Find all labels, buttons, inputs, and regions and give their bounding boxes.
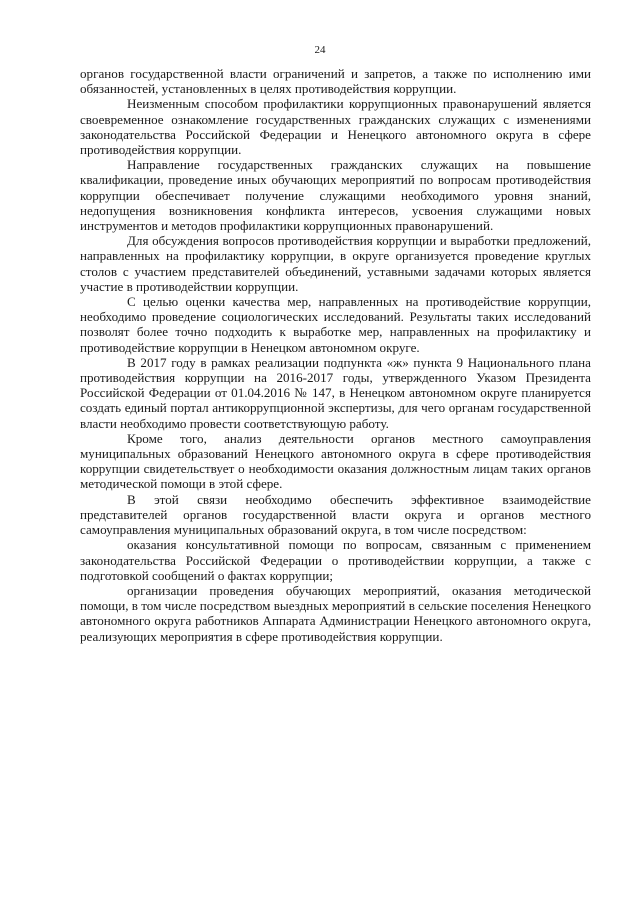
paragraph: Неизменным способом профилактики коррупционных правонарушений является своевременное ознакомление государственных гражданских служащих с изменениями законодательства Российской Федерации и Ненецкого автономного округа в сфере противодействия коррупции. — [80, 96, 591, 158]
paragraph: Кроме того, анализ деятельности органов местного самоуправления муниципальных образований Ненецкого автономного округа в сфере противодействия коррупции свидетельствует о необходимости оказания должностным лицам таких органов методической помощи в этой сфере. — [80, 430, 591, 492]
body-text — [80, 66, 591, 644]
paragraph: Для обсуждения вопросов противодействия коррупции и выработки предложений, направленных на профилактику коррупции, в округе организуется проведение круглых столов с участием представителей объединений, уставными задачами которых является участие в противодействии коррупции. — [80, 233, 591, 294]
page-number: 24 — [314, 44, 326, 56]
paragraph: В 2017 году в рамках реализации подпункта «ж» пункта 9 Национального плана противодействия коррупции на 2016-2017 годы, утвержденного Указом Президента Российской Федерации от 01.04.2016 № 147, в Ненецком автономном округе планируется создать единый портал антикоррупционной экспертизы, для чего органам государственной власти необходимо провести соответствующую работу. — [80, 354, 591, 431]
paragraph: оказания консультативной помощи по вопросам, связанным с применением законодательства Российской Федерации о противодействии коррупции, а также с подготовкой сообщений о фактах коррупции; — [80, 537, 591, 583]
paragraph: Направление государственных гражданских служащих на повышение квалификации, проведение иных обучающих мероприятий по вопросам противодействия коррупции обеспечивает получение служащими необходимого уровня знаний, недопущения возникновения конфликта интересов, усвоения служащими новых инструментов и методов профилактики коррупционных правонарушений. — [80, 157, 591, 234]
paragraph: органов государственной власти ограничений и запретов, а также по исполнению ими обязанностей, установленных в целях противодействия коррупции. — [80, 66, 591, 97]
paragraph: В этой связи необходимо обеспечить эффективное взаимодействие представителей органов государственной власти округа и органов местного самоуправления муниципальных образований округа, в том числе посредством: — [80, 491, 591, 538]
paragraph: С целью оценки качества мер, направленных на противодействие коррупции, необходимо проведение социологических исследований. Результаты таких исследований позволят более точно подходить к выработке мер, направленных на профилактику и противодействие коррупции в Ненецком автономном округе. — [80, 294, 591, 355]
paragraph: организации проведения обучающих мероприятий, оказания методической помощи, в том числе посредством выездных мероприятий в сельские поселения Ненецкого автономного округа работников Аппарата Администрации Ненецкого автономного округа, реализующих мероприятия в сфере противодействия коррупции. — [80, 582, 591, 644]
